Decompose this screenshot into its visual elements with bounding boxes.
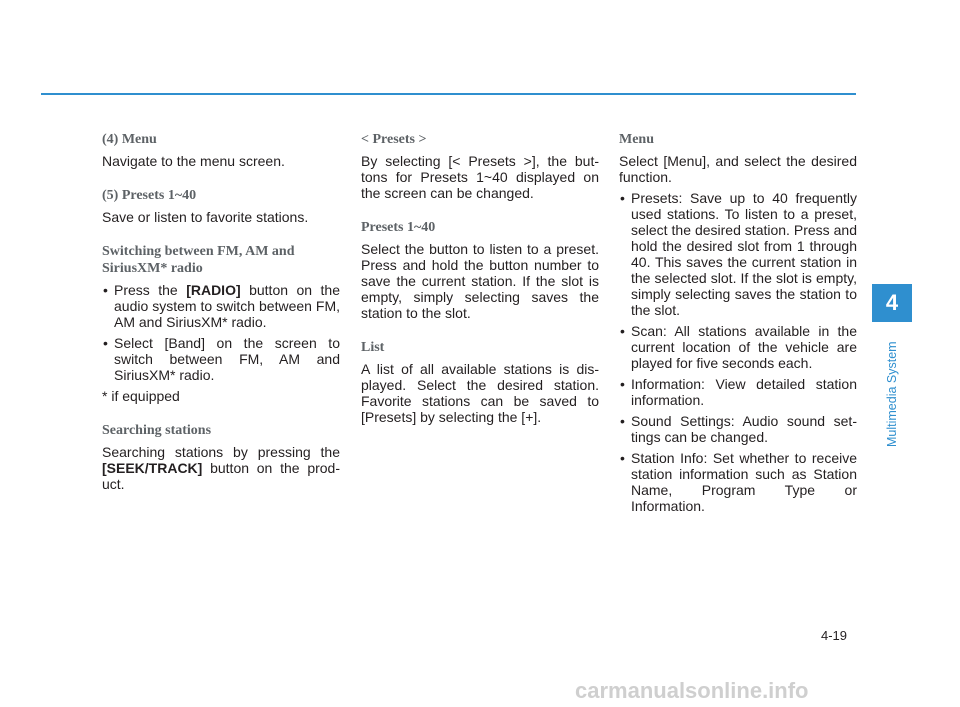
list-item: • Station Info: Set whether to receive station information such as Station Name, Program Type or Information. (619, 450, 857, 514)
text: Searching stations by pressing the (102, 444, 340, 460)
presets-text: Save or listen to favorite stations. (102, 209, 309, 225)
item-text: Press the (114, 282, 187, 298)
column-right (619, 131, 857, 519)
list-item: • Scan: All stations available in the current location of the vehicle are played for five seconds each. (619, 323, 857, 371)
text: button on the prod-uct. (102, 460, 340, 492)
presets-140-heading: Presets 1~40 (361, 220, 436, 235)
header-rule (41, 93, 856, 95)
list-item (102, 282, 340, 330)
radio-button-label: [RADIO] (186, 282, 241, 298)
chapter-number-tab: 4 (872, 284, 912, 322)
menu-function-list (619, 190, 857, 514)
page-number: 4-19 (821, 628, 848, 643)
column-middle (361, 131, 599, 425)
menu-function-text: Select [Menu], and select the desired function. (619, 153, 857, 185)
list-item: • Sound Settings: Audio sound set-tings can be changed. (619, 413, 857, 445)
footnote: * if equipped (102, 388, 180, 404)
list-item: • Select [Band] on the screen to switch between FM, AM and SiriusXM* radio. (102, 335, 340, 383)
list-heading: List (361, 340, 385, 355)
seek-track-label: [SEEK/TRACK] (102, 460, 203, 476)
chapter-title: Multimedia System (885, 341, 899, 447)
switching-list (102, 282, 340, 383)
presets-140-text: Select the button to listen to a preset. Press and hold the button number to save the current station. If the slot is empty, simply selecting saves the station to the slot. (361, 241, 599, 321)
presets-nav-heading: < Presets > (361, 132, 427, 147)
switching-heading: Switching between FM, AM and SiriusXM* radio (102, 244, 295, 276)
searching-heading: Searching stations (102, 423, 212, 438)
menu-heading: (4) Menu (102, 132, 157, 147)
presets-nav-text: By selecting [< Presets >], the but-tons for Presets 1~40 displayed on the screen can be changed. (361, 153, 599, 201)
menu-text: Navigate to the menu screen. (102, 153, 285, 169)
list-item: • Presets: Save up to 40 frequently used stations. To listen to a preset, select the desired station. Press and hold the desired slot from 1 through 40. This saves the current station in the selected slot. If the slot is empty, simply selecting saves the station to the slot. (619, 190, 857, 318)
item-text: button on the audio system to switch between FM, AM and SiriusXM* radio. (114, 282, 340, 330)
menu-function-heading: Menu (619, 132, 654, 147)
column-left (102, 131, 340, 492)
watermark: carmanualsonline.info (575, 678, 809, 703)
list-item: • Information: View detailed station information. (619, 376, 857, 408)
list-text: A list of all available stations is dis-played. Select the desired station. Favorite stations can be saved to [Presets] by selecting the [+]. (361, 361, 599, 425)
presets-heading: (5) Presets 1~40 (102, 188, 197, 203)
searching-text (102, 444, 340, 492)
